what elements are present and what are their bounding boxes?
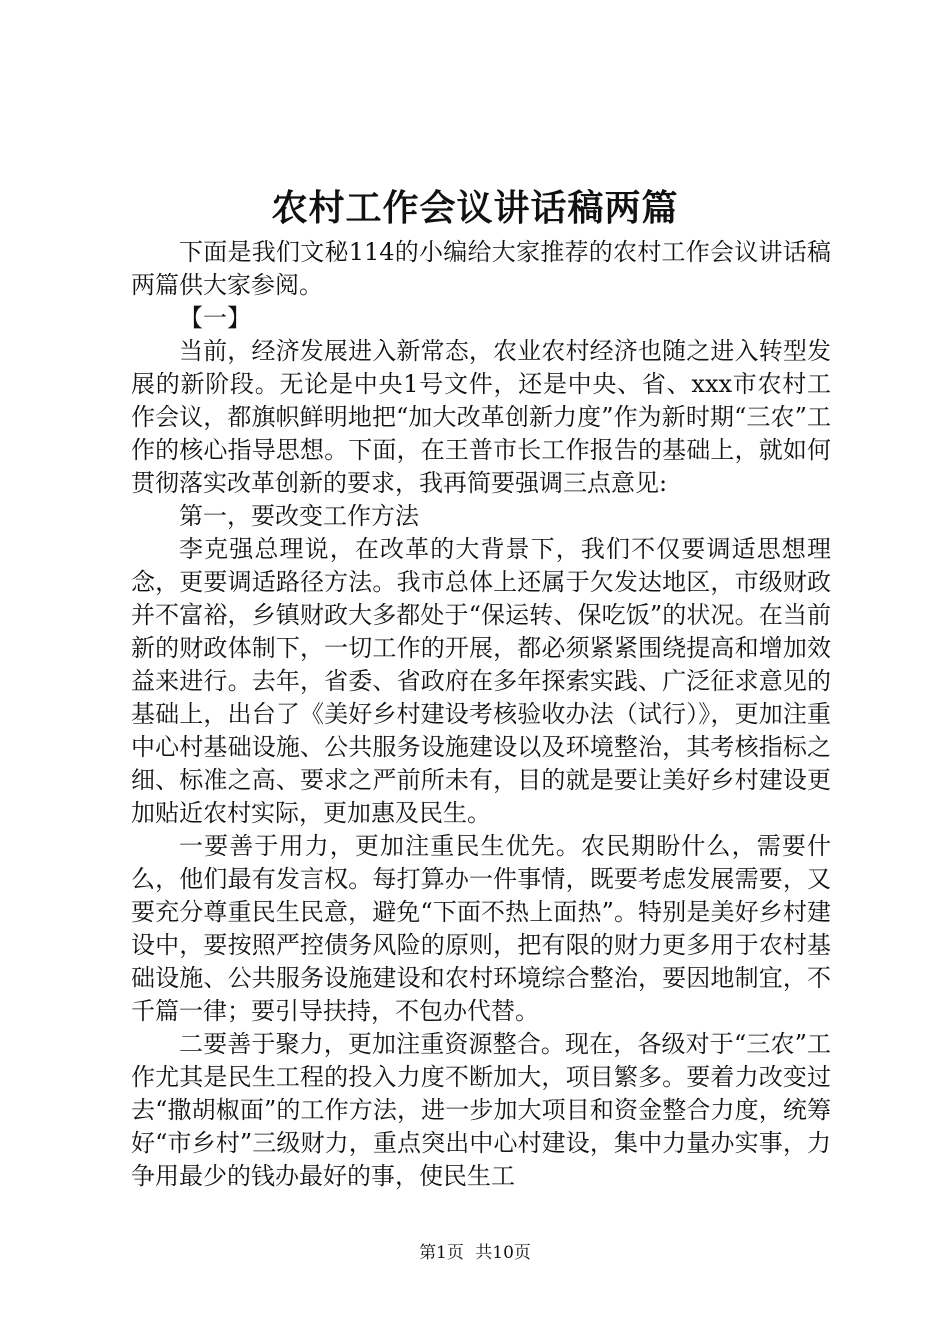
page-total: 共10页 [475, 1243, 531, 1263]
section-heading: 第一，要改变工作方法 [179, 502, 419, 530]
section-marker: 【一】 [179, 304, 251, 332]
body-paragraph: 当前，经济发展进入新常态，农业农村经济也随之进入转型发展的新阶段。无论是中央1号文件，还是中央、省、xxx市农村工作会议，都旗帜鲜明地把“加大改革创新力度”作为新时期“三农”工作的核心指导思想。下面，在王普市长工作报告的基础上，就如何贯彻落实改革创新的要求，我再简要强调三点意见: [131, 337, 831, 497]
body-paragraph: 二要善于聚力，更加注重资源整合。现在，各级对于“三农”工作尤其是民生工程的投入力度不断加大，项目繁多。要着力改变过去“撒胡椒面”的工作方法，进一步加大项目和资金整合力度，统筹好“市乡村”三级财力，重点突出中心村建设，集中力量办实事，力争用最少的钱办最好的事，使民生工 [131, 1030, 831, 1190]
body-paragraph: 一要善于用力，更加注重民生优先。农民期盼什么，需要什么，他们最有发言权。每打算办一件事情，既要考虑发展需要，又要充分尊重民生民意，避免“下面不热上面热”。特别是美好乡村建设中，要按照严控债务风险的原则，把有限的财力更多用于农村基础设施、公共服务设施建设和农村环境综合整治，要因地制宜，不千篇一律；要引导扶持，不包办代替。 [131, 832, 831, 1025]
body-paragraph: 李克强总理说，在改革的大背景下，我们不仅要调适思想理念，更要调适路径方法。我市总体上还属于欠发达地区，市级财政并不富裕，乡镇财政大多都处于“保运转、保吃饭”的状况。在当前新的财政体制下，一切工作的开展，都必须紧紧围绕提高和增加效益来进行。去年，省委、省政府在多年探索实践、广泛征求意见的基础上，出台了《美好乡村建设考核验收办法（试行）》，更加注重中心村基础设施、公共服务设施建设以及环境整治，其考核指标之细、标准之高、要求之严前所未有，目的就是要让美好乡村建设更加贴近农村实际，更加惠及民生。 [131, 535, 831, 827]
page-footer [0, 1241, 950, 1265]
intro-paragraph: 下面是我们文秘114的小编给大家推荐的农村工作会议讲话稿两篇供大家参阅。 [131, 238, 831, 299]
page-number: 第1页 [419, 1243, 464, 1263]
document-body [131, 236, 831, 1193]
document-title: 农村工作会议讲话稿两篇 [271, 187, 679, 229]
